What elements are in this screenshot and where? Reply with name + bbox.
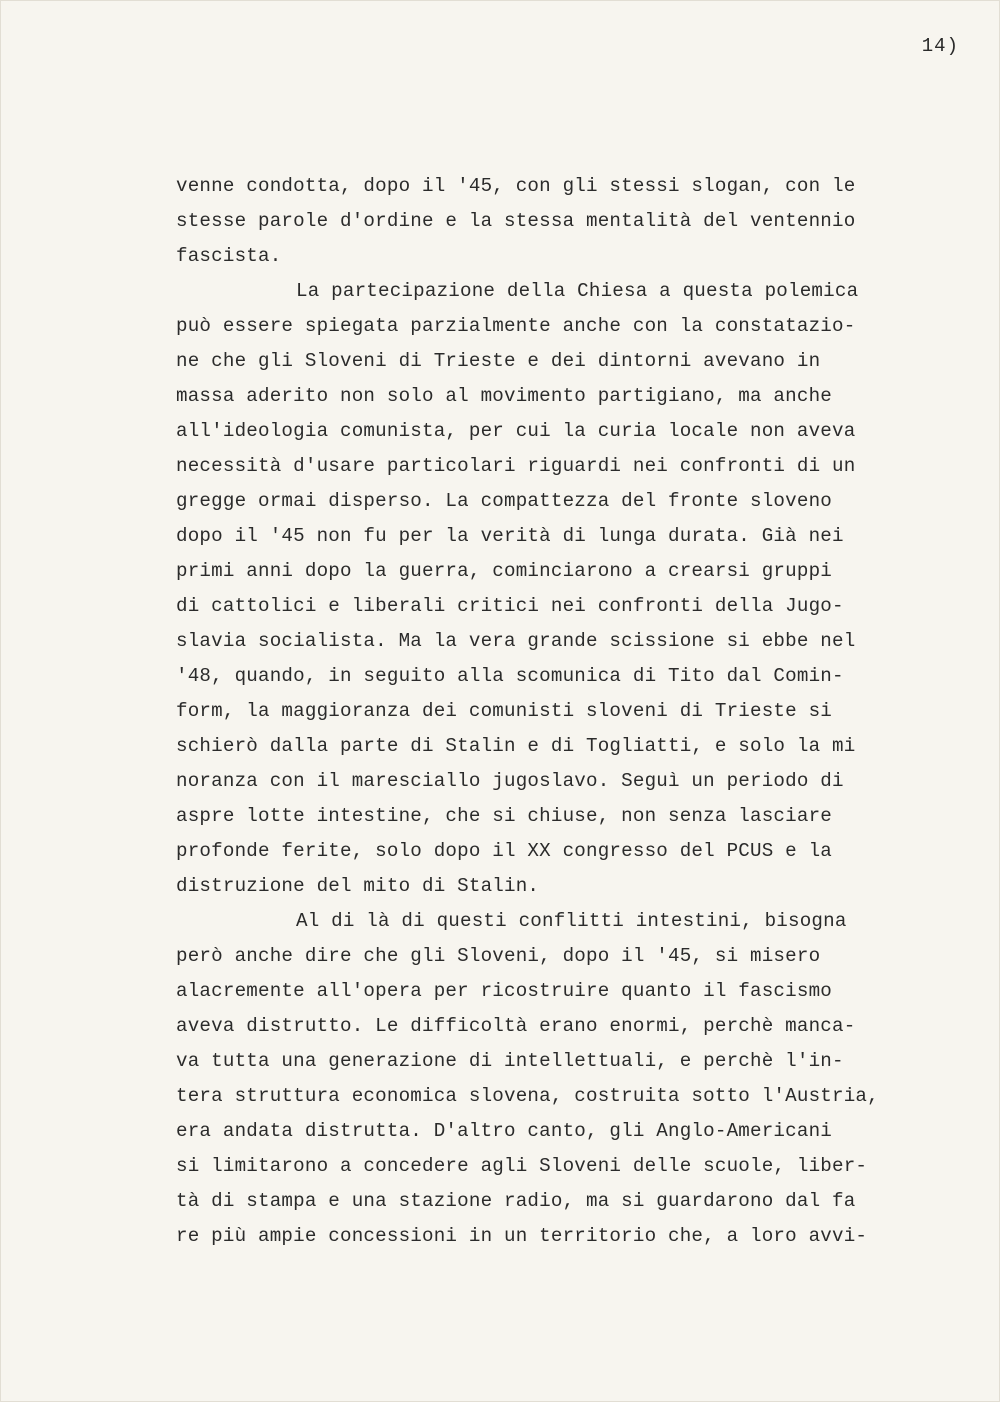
text-line: alacremente all'opera per ricostruire quanto il fascismo: [176, 980, 833, 1002]
text-line: noranza con il maresciallo jugoslavo. Seguì un periodo di: [176, 770, 844, 792]
text-line: può essere spiegata parzialmente anche con la constatazio-: [176, 315, 856, 337]
text-line: dopo il '45 non fu per la verità di lunga durata. Già nei: [176, 525, 844, 547]
text-line: era andata distrutta. D'altro canto, gli Anglo-Americani: [176, 1120, 833, 1142]
text-line: di cattolici e liberali critici nei confronti della Jugo-: [176, 595, 844, 617]
text-line: massa aderito non solo al movimento partigiano, ma anche: [176, 385, 833, 407]
text-line: distruzione del mito di Stalin.: [176, 875, 540, 897]
text-line: stesse parole d'ordine e la stessa mentalità del ventennio: [176, 210, 856, 232]
text-line: aveva distrutto. Le difficoltà erano enormi, perchè manca-: [176, 1015, 856, 1037]
text-line: si limitarono a concedere agli Sloveni delle scuole, liber-: [176, 1155, 868, 1177]
paragraph-start-line: La partecipazione della Chiesa a questa polemica: [296, 280, 859, 302]
text-line: venne condotta, dopo il '45, con gli stessi slogan, con le: [176, 175, 856, 197]
text-line: primi anni dopo la guerra, cominciarono a crearsi gruppi: [176, 560, 833, 582]
text-line: form, la maggioranza dei comunisti sloveni di Trieste si: [176, 700, 833, 722]
text-line: slavia socialista. Ma la vera grande scissione si ebbe nel: [176, 630, 856, 652]
text-line: però anche dire che gli Sloveni, dopo il '45, si misero: [176, 945, 821, 967]
text-line: ne che gli Sloveni di Trieste e dei dintorni avevano in: [176, 350, 821, 372]
text-line: all'ideologia comunista, per cui la curia locale non aveva: [176, 420, 856, 442]
body-text: [176, 169, 936, 1254]
text-line: gregge ormai disperso. La compattezza del fronte sloveno: [176, 490, 833, 512]
text-line: va tutta una generazione di intellettuali, e perchè l'in-: [176, 1050, 844, 1072]
text-line: tera struttura economica slovena, costruita sotto l'Austria,: [176, 1085, 879, 1107]
text-line: schierò dalla parte di Stalin e di Togliatti, e solo la mi: [176, 735, 856, 757]
text-line: aspre lotte intestine, che si chiuse, non senza lasciare: [176, 805, 833, 827]
page-number: 14): [921, 35, 959, 57]
text-line: profonde ferite, solo dopo il XX congresso del PCUS e la: [176, 840, 833, 862]
paragraph-start-line: Al di là di questi conflitti intestini, bisogna: [296, 910, 847, 932]
text-line: fascista.: [176, 245, 282, 267]
text-line: necessità d'usare particolari riguardi nei confronti di un: [176, 455, 856, 477]
text-line: re più ampie concessioni in un territorio che, a loro avvi-: [176, 1225, 868, 1247]
text-line: '48, quando, in seguito alla scomunica di Tito dal Comin-: [176, 665, 844, 687]
text-line: tà di stampa e una stazione radio, ma si guardarono dal fa: [176, 1190, 856, 1212]
